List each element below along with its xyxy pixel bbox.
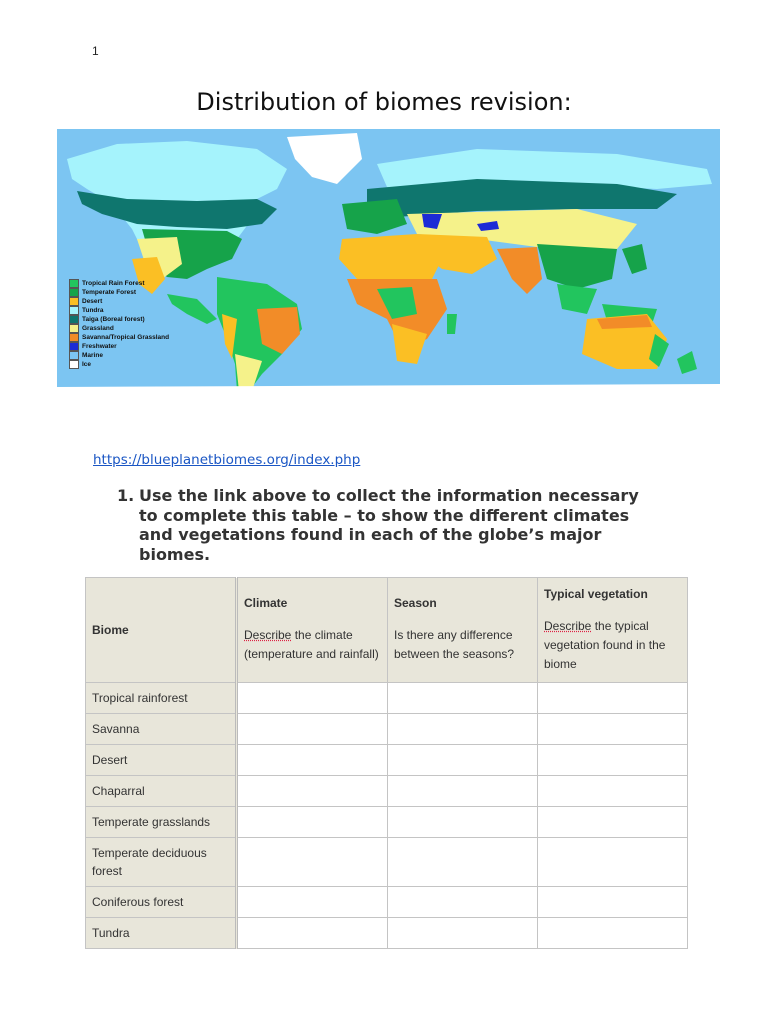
legend-label: Freshwater xyxy=(82,343,117,350)
climate-title: Climate xyxy=(244,596,288,610)
vegetation-answer-cell[interactable] xyxy=(538,838,688,887)
biome-table xyxy=(85,577,688,949)
page-title: Distribution of biomes revision: xyxy=(196,88,572,116)
table-row xyxy=(86,683,688,714)
legend-label: Desert xyxy=(82,298,103,305)
vegetation-answer-cell[interactable] xyxy=(538,714,688,745)
vegetation-describe: Describe xyxy=(544,619,592,633)
legend-label: Taiga (Boreal forest) xyxy=(82,316,145,323)
table-row xyxy=(86,887,688,918)
header-row xyxy=(86,578,688,683)
legend-item xyxy=(69,306,169,315)
season-answer-cell[interactable] xyxy=(388,714,538,745)
biome-name-cell: Savanna xyxy=(86,714,237,745)
table-row xyxy=(86,776,688,807)
header-vegetation xyxy=(538,578,688,683)
legend-label: Temperate Forest xyxy=(82,289,137,296)
climate-answer-cell[interactable] xyxy=(237,807,388,838)
climate-answer-cell[interactable] xyxy=(237,918,388,949)
header-biome: Biome xyxy=(86,578,237,683)
table-row xyxy=(86,838,688,887)
table-row xyxy=(86,745,688,776)
season-answer-cell[interactable] xyxy=(388,838,538,887)
vegetation-answer-cell[interactable] xyxy=(538,918,688,949)
season-answer-cell[interactable] xyxy=(388,918,538,949)
legend-label: Ice xyxy=(82,361,92,368)
legend-item xyxy=(69,351,169,360)
climate-subtitle xyxy=(244,626,381,664)
page-number: 1 xyxy=(92,44,99,58)
biome-name-cell: Tundra xyxy=(86,918,237,949)
legend-swatch xyxy=(69,288,79,297)
season-subtitle: Is there any difference between the seasons? xyxy=(394,628,515,661)
season-answer-cell[interactable] xyxy=(388,776,538,807)
vegetation-answer-cell[interactable] xyxy=(538,887,688,918)
biome-name-cell: Temperate deciduous forest xyxy=(86,838,237,887)
legend-item xyxy=(69,279,169,288)
biome-name-cell: Chaparral xyxy=(86,776,237,807)
legend-label: Marine xyxy=(82,352,103,359)
legend-swatch xyxy=(69,306,79,315)
question-text: Use the link above to collect the information necessary to complete this table – to show the different climates and vegetations found in each of the globe’s major biomes. xyxy=(139,486,639,564)
biome-name-cell: Tropical rainforest xyxy=(86,683,237,714)
vegetation-answer-cell[interactable] xyxy=(538,807,688,838)
legend-item xyxy=(69,360,169,369)
map-legend xyxy=(69,279,169,369)
legend-swatch xyxy=(69,324,79,333)
season-answer-cell[interactable] xyxy=(388,887,538,918)
legend-swatch xyxy=(69,333,79,342)
vegetation-description: the typical vegetation found in the biome xyxy=(544,619,666,671)
legend-swatch xyxy=(69,279,79,288)
season-answer-cell[interactable] xyxy=(388,683,538,714)
climate-answer-cell[interactable] xyxy=(237,683,388,714)
climate-describe: Describe xyxy=(244,628,292,642)
legend-label: Savanna/Tropical Grassland xyxy=(82,334,170,341)
season-answer-cell[interactable] xyxy=(388,745,538,776)
climate-description: the climate (temperature and rainfall) xyxy=(244,628,379,661)
season-answer-cell[interactable] xyxy=(388,807,538,838)
vegetation-answer-cell[interactable] xyxy=(538,745,688,776)
climate-answer-cell[interactable] xyxy=(237,745,388,776)
climate-answer-cell[interactable] xyxy=(237,714,388,745)
question-1 xyxy=(117,486,657,564)
biome-name-cell: Coniferous forest xyxy=(86,887,237,918)
legend-swatch xyxy=(69,360,79,369)
table-row xyxy=(86,714,688,745)
season-title: Season xyxy=(394,596,437,610)
climate-answer-cell[interactable] xyxy=(237,776,388,807)
legend-swatch xyxy=(69,297,79,306)
biome-name-cell: Temperate grasslands xyxy=(86,807,237,838)
legend-label: Grassland xyxy=(82,325,114,332)
vegetation-answer-cell[interactable] xyxy=(538,776,688,807)
biome-world-map xyxy=(57,129,720,401)
header-season xyxy=(388,578,538,683)
legend-label: Tundra xyxy=(82,307,104,314)
table-row xyxy=(86,807,688,838)
legend-item xyxy=(69,297,169,306)
climate-answer-cell[interactable] xyxy=(237,838,388,887)
legend-item xyxy=(69,288,169,297)
legend-item xyxy=(69,333,169,342)
question-number: 1. xyxy=(117,486,135,505)
legend-label: Tropical Rain Forest xyxy=(82,280,145,287)
legend-swatch xyxy=(69,342,79,351)
legend-item xyxy=(69,342,169,351)
legend-item xyxy=(69,324,169,333)
climate-answer-cell[interactable] xyxy=(237,887,388,918)
legend-swatch xyxy=(69,351,79,360)
vegetation-subtitle xyxy=(544,617,681,674)
source-link[interactable]: https://blueplanetbiomes.org/index.php xyxy=(93,452,361,468)
vegetation-title: Typical vegetation xyxy=(544,587,648,601)
table-row xyxy=(86,918,688,949)
legend-swatch xyxy=(69,315,79,324)
legend-item xyxy=(69,315,169,324)
header-climate xyxy=(237,578,388,683)
table-body xyxy=(86,683,688,949)
biome-name-cell: Desert xyxy=(86,745,237,776)
vegetation-answer-cell[interactable] xyxy=(538,683,688,714)
